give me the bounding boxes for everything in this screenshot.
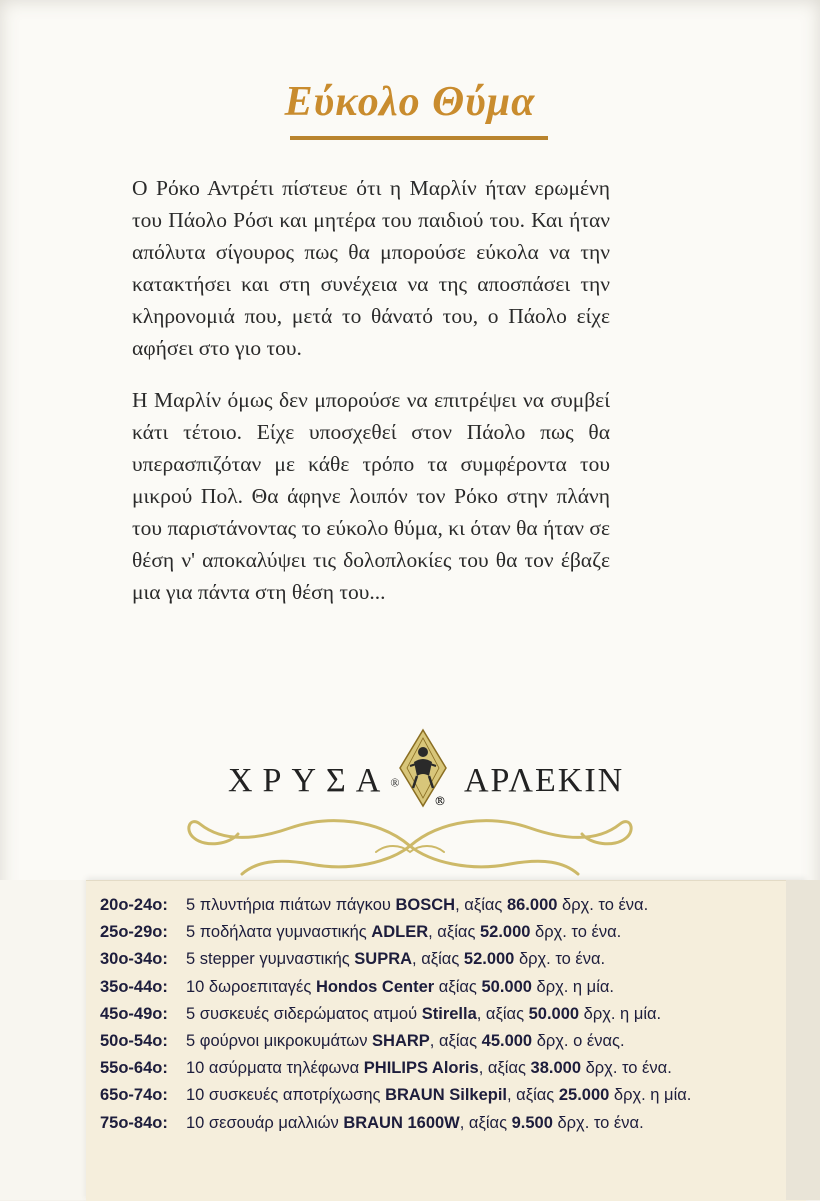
list-item	[100, 1005, 691, 1032]
title-underline	[290, 136, 548, 140]
cover-lower-edge	[0, 880, 86, 1200]
prize-description: 10 ασύρματα τηλέφωνα PHILIPS Aloris, αξίας 38.000 δρχ. το ένα.	[186, 1059, 672, 1078]
insert-torn-edge	[786, 880, 820, 1200]
prize-rank: 35ο-44ο:	[100, 977, 168, 996]
synopsis	[132, 172, 610, 628]
registered-mark: ®	[434, 794, 446, 808]
prize-rank: 75ο-84ο:	[100, 1113, 168, 1132]
list-item	[100, 1086, 691, 1113]
prize-rank: 30ο-34ο:	[100, 950, 168, 969]
list-item	[100, 896, 691, 923]
list-item	[100, 1032, 691, 1059]
list-item	[100, 1059, 691, 1086]
prize-list	[100, 896, 691, 1141]
prize-rank: 65ο-74ο:	[100, 1086, 168, 1105]
synopsis-paragraph-1: Ο Ρόκο Αντρέτι πίστευε ότι η Μαρλίν ήταν ερωμένη του Πάολο Ρόσι και μητέρα του παιδιού του. Και ήταν απόλυτα σίγουρος πως θα μπορούσε εύκολα να την κατακτήσει και στη συνέχεια να της αποσπάσει την κληρονομιά που, μετά το θάνατό του, ο Πάολο είχε αφήσει στο γιο του.	[132, 176, 610, 360]
list-item	[100, 1114, 691, 1141]
prize-description: 5 πλυντήρια πιάτων πάγκου BOSCH, αξίας 86.000 δρχ. το ένα.	[186, 896, 649, 914]
prize-rank: 55ο-64ο:	[100, 1059, 168, 1078]
prize-description: 10 δωροεπιταγές Hondos Center αξίας 50.000 δρχ. η μία.	[186, 977, 614, 996]
prize-description: 5 φούρνοι μικροκυμάτων SHARP, αξίας 45.000 δρχ. ο ένας.	[186, 1031, 625, 1050]
synopsis-paragraph-2: Η Μαρλίν όμως δεν μπορούσε να επιτρέψει να συμβεί κάτι τέτοιο. Είχε υποσχεθεί στον Πάολο πως θα υπερασπιζόταν με κάθε τρόπο τα συμφέροντα του μικρού Πολ. Θα άφηνε λοιπόν τον Ρόκο στην πλάνη του παριστάνοντας το εύκολο θύμα, κι όταν θα ήταν σε θέση ν' αποκαλύψει τις δολοπλοκίες του θα τον έβαζε μια για πάντα στη θέση του...	[132, 388, 610, 604]
prize-description: 5 συσκευές σιδερώματος ατμού Stirella, αξίας 50.000 δρχ. η μία.	[186, 1004, 662, 1023]
list-item	[100, 950, 691, 977]
prize-description: 10 σεσουάρ μαλλιών BRAUN 1600W, αξίας 9.500 δρχ. το ένα.	[186, 1113, 644, 1132]
brand-left-text: ΧΡΥΣΑ®	[228, 762, 400, 799]
prize-description: 5 stepper γυμναστικής SUPRA, αξίας 52.000 δρχ. το ένα.	[186, 950, 606, 969]
prize-rank: 20ο-24ο:	[100, 896, 168, 914]
prize-description: 10 συσκευές αποτρίχωσης BRAUN Silkepil, αξίας 25.000 δρχ. η μία.	[186, 1086, 692, 1105]
book-title: Εύκολο Θύμα	[284, 79, 536, 125]
prize-description: 5 ποδήλατα γυμναστικής ADLER, αξίας 52.000 δρχ. το ένα.	[186, 923, 622, 942]
prize-rank: 50ο-54ο:	[100, 1031, 168, 1050]
brand-right-text: ΑΡΛΕΚΙΝ	[464, 762, 625, 799]
prize-rank: 45ο-49ο:	[100, 1004, 168, 1023]
list-item	[100, 978, 691, 1005]
list-item	[100, 923, 691, 950]
ornamental-flourish-icon	[180, 800, 640, 882]
prize-rank: 25ο-29ο:	[100, 923, 168, 942]
